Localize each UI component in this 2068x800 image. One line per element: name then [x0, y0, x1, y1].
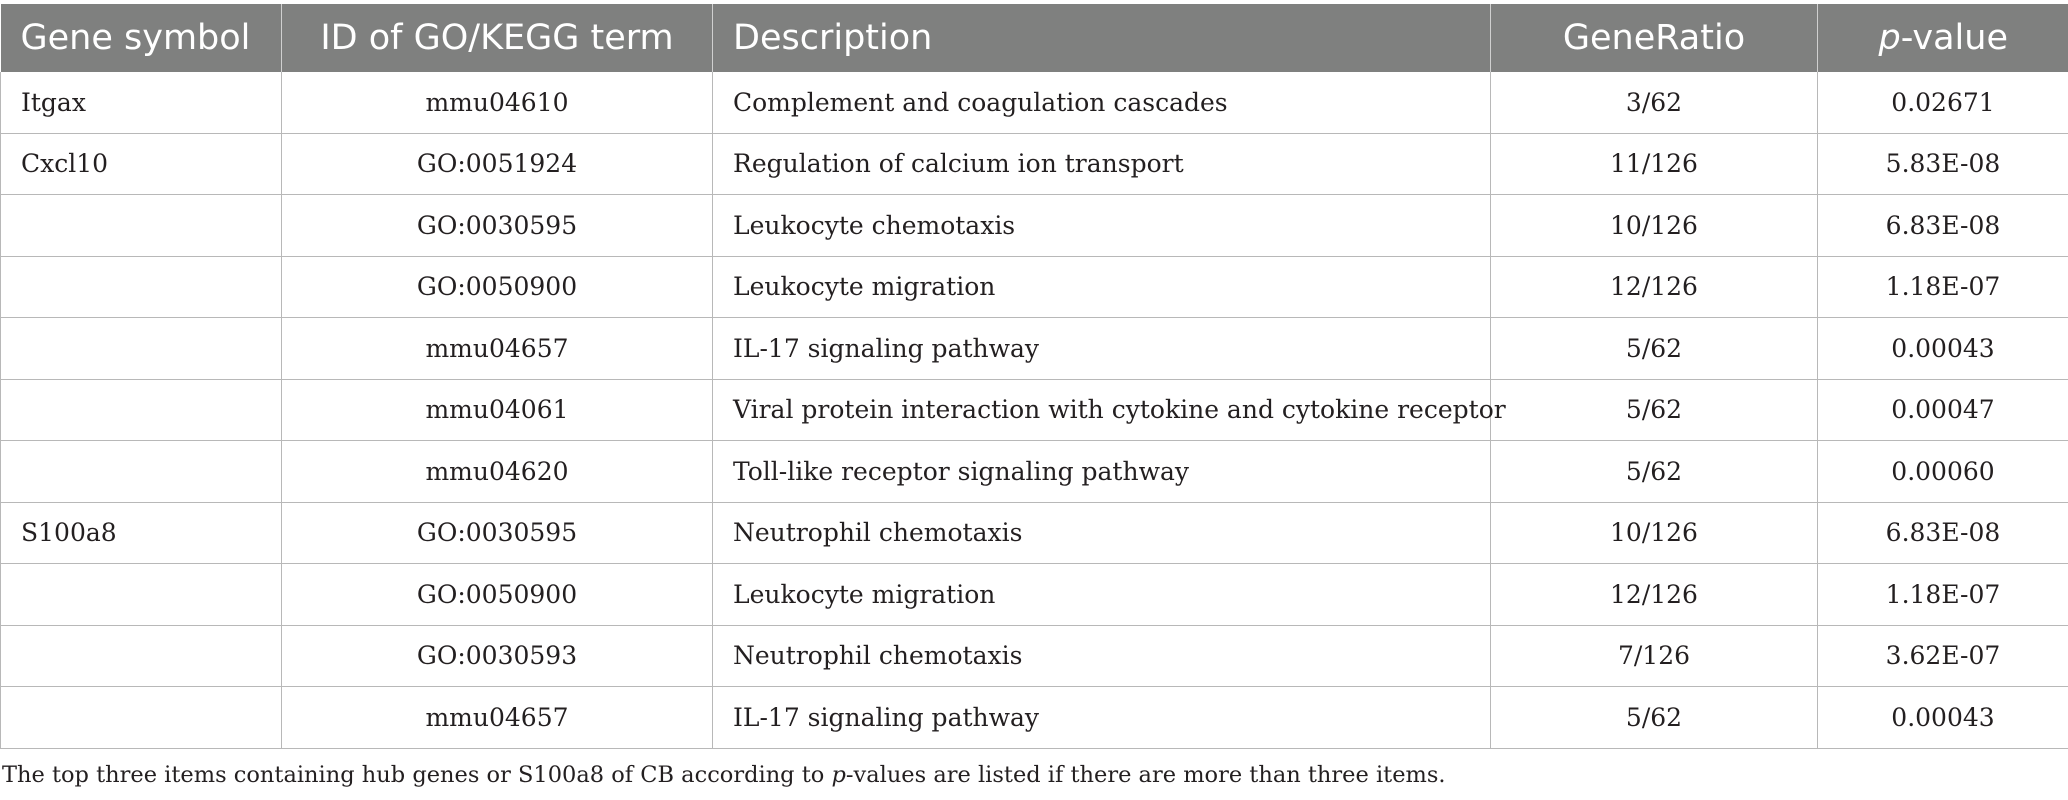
cell-gene-ratio: 5/62 — [1491, 318, 1818, 380]
table-row — [1, 441, 2068, 503]
header-term-id: ID of GO/KEGG term — [282, 4, 713, 72]
cell-description: Leukocyte migration — [713, 256, 1491, 318]
cell-description: Leukocyte chemotaxis — [713, 195, 1491, 257]
cell-description: IL-17 signaling pathway — [713, 318, 1491, 380]
footnote-text-after: -values are listed if there are more than three items. — [845, 762, 1446, 788]
cell-gene-symbol — [1, 195, 282, 257]
cell-description: Leukocyte migration — [713, 564, 1491, 626]
cell-gene-symbol — [1, 441, 282, 503]
cell-gene-symbol — [1, 564, 282, 626]
cell-gene-symbol: Itgax — [1, 72, 282, 133]
cell-term-id: GO:0050900 — [282, 564, 713, 626]
table-header — [1, 4, 2068, 72]
cell-gene-ratio: 11/126 — [1491, 133, 1818, 195]
cell-gene-ratio: 12/126 — [1491, 256, 1818, 318]
cell-description: IL-17 signaling pathway — [713, 687, 1491, 749]
header-p-value-rest: -value — [1900, 18, 2008, 58]
cell-gene-symbol — [1, 318, 282, 380]
cell-description: Toll-like receptor signaling pathway — [713, 441, 1491, 503]
cell-description: Viral protein interaction with cytokine and cytokine receptor — [713, 379, 1491, 441]
header-description: Description — [713, 4, 1491, 72]
cell-gene-ratio: 3/62 — [1491, 72, 1818, 133]
cell-term-id: GO:0030593 — [282, 625, 713, 687]
table-row — [1, 256, 2068, 318]
cell-gene-symbol — [1, 256, 282, 318]
cell-gene-ratio: 5/62 — [1491, 687, 1818, 749]
cell-p-value: 0.00047 — [1818, 379, 2068, 441]
table-row — [1, 133, 2068, 195]
cell-term-id: mmu04610 — [282, 72, 713, 133]
cell-term-id: mmu04657 — [282, 318, 713, 380]
cell-p-value: 0.00043 — [1818, 318, 2068, 380]
cell-term-id: mmu04620 — [282, 441, 713, 503]
cell-gene-ratio: 10/126 — [1491, 502, 1818, 564]
cell-term-id: mmu04657 — [282, 687, 713, 749]
header-row — [1, 4, 2068, 72]
table-row — [1, 564, 2068, 626]
table-footnote — [2, 762, 1446, 788]
cell-term-id: mmu04061 — [282, 379, 713, 441]
table-row — [1, 318, 2068, 380]
cell-description: Complement and coagulation cascades — [713, 72, 1491, 133]
cell-term-id: GO:0030595 — [282, 195, 713, 257]
cell-gene-ratio: 12/126 — [1491, 564, 1818, 626]
cell-gene-symbol — [1, 379, 282, 441]
cell-gene-ratio: 10/126 — [1491, 195, 1818, 257]
cell-description: Neutrophil chemotaxis — [713, 625, 1491, 687]
cell-gene-symbol: S100a8 — [1, 502, 282, 564]
cell-p-value: 6.83E-08 — [1818, 195, 2068, 257]
cell-gene-ratio: 5/62 — [1491, 379, 1818, 441]
cell-gene-ratio: 7/126 — [1491, 625, 1818, 687]
cell-p-value: 0.00060 — [1818, 441, 2068, 503]
table-row — [1, 502, 2068, 564]
cell-description: Neutrophil chemotaxis — [713, 502, 1491, 564]
cell-gene-ratio: 5/62 — [1491, 441, 1818, 503]
cell-description: Regulation of calcium ion transport — [713, 133, 1491, 195]
footnote-text-italic: p — [831, 762, 846, 788]
cell-term-id: GO:0030595 — [282, 502, 713, 564]
header-p-value — [1818, 4, 2068, 72]
table-row — [1, 72, 2068, 133]
table-row — [1, 379, 2068, 441]
cell-p-value: 1.18E-07 — [1818, 256, 2068, 318]
table-row — [1, 625, 2068, 687]
cell-term-id: GO:0050900 — [282, 256, 713, 318]
cell-gene-symbol — [1, 625, 282, 687]
enrichment-table — [0, 4, 2068, 749]
cell-p-value: 0.00043 — [1818, 687, 2068, 749]
footnote-text-before: The top three items containing hub genes or S100a8 of CB according to — [2, 762, 832, 788]
table-body — [1, 72, 2068, 748]
cell-p-value: 6.83E-08 — [1818, 502, 2068, 564]
header-gene-symbol: Gene symbol — [1, 4, 282, 72]
header-p-value-italic: p — [1878, 18, 1901, 58]
cell-gene-symbol: Cxcl10 — [1, 133, 282, 195]
header-gene-ratio: GeneRatio — [1491, 4, 1818, 72]
cell-p-value: 3.62E-07 — [1818, 625, 2068, 687]
cell-p-value: 1.18E-07 — [1818, 564, 2068, 626]
enrichment-table-container — [0, 4, 2068, 749]
table-row — [1, 687, 2068, 749]
table-row — [1, 195, 2068, 257]
cell-term-id: GO:0051924 — [282, 133, 713, 195]
cell-p-value: 0.02671 — [1818, 72, 2068, 133]
cell-gene-symbol — [1, 687, 282, 749]
cell-p-value: 5.83E-08 — [1818, 133, 2068, 195]
